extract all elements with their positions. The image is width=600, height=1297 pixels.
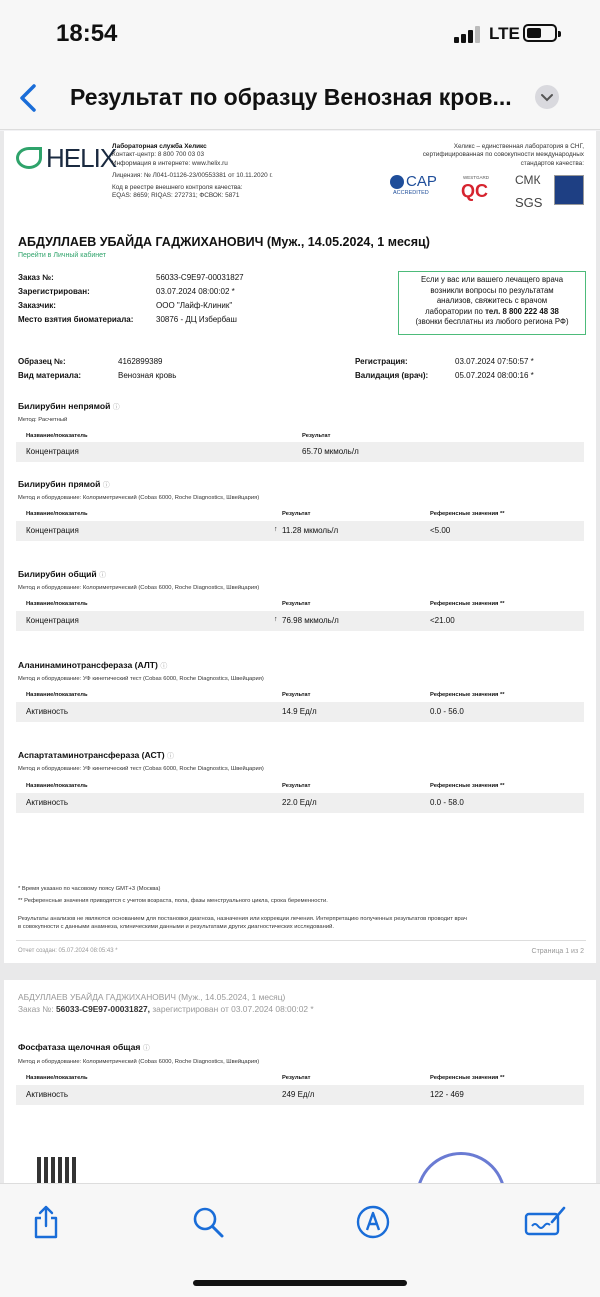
chevron-left-icon xyxy=(14,78,44,118)
footnote-time: * Время указано по часовому поясу GMT+3 (Москва) xyxy=(18,886,161,892)
disclaimer: Результаты анализов не являются основанием для постановки диагноза, назначения или коррекции лечения. Интерпретацию полученных результатов проводит врач в совокупности с данными анамнеза, клиническими данными и результатами других диагностических исследований. xyxy=(18,916,467,930)
test-title: Билирубин непрямой ⓘ xyxy=(18,401,120,411)
westgard-qc-logo: WESTGARD QC xyxy=(461,175,490,201)
divider xyxy=(16,940,586,941)
search-button[interactable] xyxy=(190,1204,226,1240)
order-values: 56033-C9E97-00031827 03.07.2024 08:00:02 * ООО "Лайф-Клиник" 30876 - ДЦ Избербаш xyxy=(156,273,244,324)
test-title: Аланинаминотрансфераза (АЛТ) ⓘ xyxy=(18,660,168,670)
table-header: Название/показатель Результат Референсные значения ** xyxy=(26,692,505,698)
doctor-contact-notice: Если у вас или вашего лечащего врача возникли вопросы по результатам анализов, свяжитесь с врачом лаборатории по тел. 8 800 222 48 38 (звонки бесплатны из любого региона РФ) xyxy=(398,271,586,335)
sign-icon xyxy=(524,1204,568,1240)
share-button[interactable] xyxy=(28,1204,64,1240)
network-label: LTE xyxy=(489,24,520,43)
certification-badge xyxy=(554,175,584,205)
home-indicator[interactable] xyxy=(193,1280,407,1286)
smk-sgs-logo: СМК SGS xyxy=(515,173,543,210)
clock: 18:54 xyxy=(56,20,118,47)
test-title: Аспартатаминотрансфераза (АСТ) ⓘ xyxy=(18,750,175,760)
test-title: Билирубин общий ⓘ xyxy=(18,569,107,579)
markup-button[interactable] xyxy=(355,1204,391,1240)
test-method: Метод и оборудование: Колориметрический (Cobas 6000, Roche Diagnostics, Швейцария) xyxy=(18,585,260,591)
table-row: Активность 22.0 Ед/л 0.0 - 58.0 xyxy=(16,793,584,813)
table-row: Концентрация ↑ 76.98 мкмоль/л <21.00 xyxy=(16,611,584,631)
sample-labels: Образец №: Вид материала: xyxy=(18,357,82,380)
table-row: Концентрация ↑ 11.28 мкмоль/л <5.00 xyxy=(16,521,584,541)
navigation-bar xyxy=(0,68,600,130)
share-icon xyxy=(28,1204,64,1240)
search-icon xyxy=(190,1204,226,1240)
back-button[interactable] xyxy=(14,78,44,118)
cap-accredited-logo: CAP ACCREDITED xyxy=(390,175,452,203)
page2-patient: АБДУЛЛАЕВ УБАЙДА ГАДЖИХАНОВИЧ (Муж., 14.05.2024, 1 месяц) xyxy=(18,992,286,1002)
order-labels: Заказ №: Зарегистрирован: Заказчик: Место взятия биоматериала: xyxy=(18,273,134,324)
page-number: Страница 1 из 2 xyxy=(531,948,584,955)
personal-cabinet-link[interactable]: Перейти в Личный кабинет xyxy=(18,252,107,259)
bottom-toolbar xyxy=(0,1183,600,1297)
patient-name: АБДУЛЛАЕВ УБАЙДА ГАДЖИХАНОВИЧ (Муж., 14.05.2024, 1 месяц) xyxy=(18,235,430,249)
sample-values: 4162899389 Венозная кровь xyxy=(118,357,177,380)
footnote-reference: ** Референсные значения приводятся с учетом возраста, пола, фазы менструального цикла, срока беременности. xyxy=(18,898,328,904)
table-header: Название/показатель Результат Референсные значения ** xyxy=(26,601,505,607)
document-page-1 xyxy=(4,131,596,963)
document-title: Результат по образцу Венозная кров... xyxy=(70,84,512,110)
table-header: Название/показатель Результат Референсные значения ** xyxy=(26,1075,505,1081)
table-row: Активность 14.9 Ед/л 0.0 - 56.0 xyxy=(16,702,584,722)
table-header: Название/показатель Результат xyxy=(26,433,331,439)
sign-button[interactable] xyxy=(524,1204,568,1240)
document-viewer[interactable] xyxy=(0,131,600,1183)
date-values: 03.07.2024 07:50:57 * 05.07.2024 08:00:16 * xyxy=(455,357,534,380)
high-flag: ↑ xyxy=(274,526,278,533)
chevron-down-icon xyxy=(535,85,559,109)
table-row: Концентрация 65.70 мкмоль/л xyxy=(16,442,584,462)
helix-logo: HELIX xyxy=(16,143,100,173)
lab-stamp xyxy=(416,1152,506,1183)
report-created: Отчет создан: 05.07.2024 08:05:43 * xyxy=(18,948,118,954)
table-row: Активность 249 Ед/л 122 - 469 xyxy=(16,1085,584,1105)
signal-icon xyxy=(454,26,484,43)
table-header: Название/показатель Результат Референсные значения ** xyxy=(26,511,505,517)
status-bar xyxy=(0,0,600,68)
test-method: Метод и оборудование: Колориметрический (Cobas 6000, Roche Diagnostics, Швейцария) xyxy=(18,495,260,501)
certification-text: Хеликс – единственная лаборатория в СНГ, сертифицированная по совокупности международных стандартов качества: xyxy=(422,143,584,167)
date-labels: Регистрация: Валидация (врач): xyxy=(355,357,429,380)
test-method: Метод и оборудование: Колориметрический (Cobas 6000, Roche Diagnostics, Швейцария) xyxy=(18,1059,260,1065)
high-flag: ↑ xyxy=(274,616,278,623)
title-menu-button[interactable] xyxy=(535,85,559,109)
lab-info: Лабораторная служба Хеликс Контакт-центр: 8 800 700 03 03 Информация в интернете: www.helix.ru Лицензия: № Л041-01126-23/00553381 от 10.11.2020 г. Код в реестре внешнего контроля качества: EQAS: 8659; RIQAS: 272731; ФСВОК: 5871 xyxy=(112,143,273,200)
test-method: Метод и оборудование: УФ кинетический тест (Cobas 6000, Roche Diagnostics, Швейцария) xyxy=(18,766,264,772)
document-page-2 xyxy=(4,980,596,1183)
battery-icon xyxy=(523,24,557,42)
test-method: Метод и оборудование: УФ кинетический тест (Cobas 6000, Roche Diagnostics, Швейцария) xyxy=(18,676,264,682)
markup-icon xyxy=(355,1204,391,1240)
test-method: Метод: Расчетный xyxy=(18,417,68,423)
test-title: Билирубин прямой ⓘ xyxy=(18,479,110,489)
test-title: Фосфатаза щелочная общая ⓘ xyxy=(18,1042,150,1052)
table-header: Название/показатель Результат Референсные значения ** xyxy=(26,783,505,789)
qr-code xyxy=(37,1157,77,1183)
page2-order: Заказ №: 56033-C9E97-00031827, зарегистрирован от 03.07.2024 08:00:02 * xyxy=(18,1004,314,1014)
